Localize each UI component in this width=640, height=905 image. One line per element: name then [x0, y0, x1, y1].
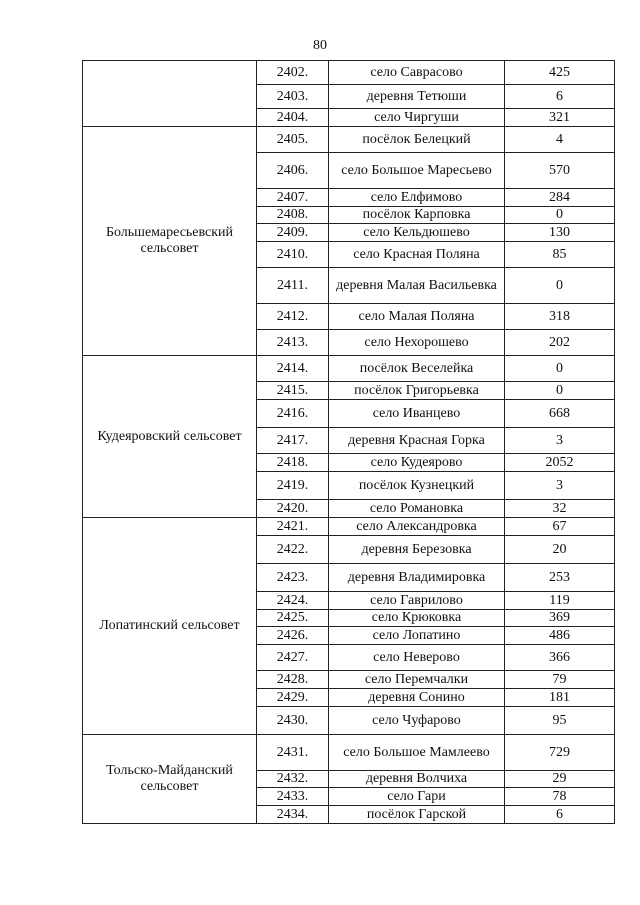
table-row: [83, 735, 615, 771]
settlement-name-cell: село Кудеярово: [329, 454, 505, 472]
row-number-cell: 2419.: [257, 472, 329, 500]
settlement-name-cell: посёлок Белецкий: [329, 127, 505, 153]
population-cell: 181: [505, 689, 615, 707]
population-cell: 3: [505, 428, 615, 454]
row-number-cell: 2403.: [257, 85, 329, 109]
settlement-name-cell: село Крюковка: [329, 610, 505, 627]
population-cell: 29: [505, 771, 615, 788]
population-cell: 0: [505, 382, 615, 400]
settlement-name-cell: село Романовка: [329, 500, 505, 518]
row-number-cell: 2420.: [257, 500, 329, 518]
population-cell: 366: [505, 645, 615, 671]
council-name-cell: Тольско-Майданский сельсовет: [83, 735, 257, 824]
row-number-cell: 2407.: [257, 189, 329, 207]
population-cell: 78: [505, 788, 615, 806]
row-number-cell: 2406.: [257, 153, 329, 189]
population-cell: 0: [505, 268, 615, 304]
row-number-cell: 2427.: [257, 645, 329, 671]
row-number-cell: 2422.: [257, 536, 329, 564]
settlement-name-cell: посёлок Гарской: [329, 806, 505, 824]
settlement-name-cell: село Кельдюшево: [329, 224, 505, 242]
council-name-cell: Большемаресьевский сельсовет: [83, 127, 257, 356]
population-cell: 32: [505, 500, 615, 518]
council-name-cell: Кудеяровский сельсовет: [83, 356, 257, 518]
settlement-name-cell: село Александровка: [329, 518, 505, 536]
row-number-cell: 2429.: [257, 689, 329, 707]
row-number-cell: 2431.: [257, 735, 329, 771]
row-number-cell: 2430.: [257, 707, 329, 735]
population-cell: 321: [505, 109, 615, 127]
settlement-name-cell: село Большое Мамлеево: [329, 735, 505, 771]
table-row: [83, 61, 615, 85]
settlement-name-cell: село Чуфарово: [329, 707, 505, 735]
settlement-name-cell: деревня Владимировка: [329, 564, 505, 592]
settlement-name-cell: деревня Тетюши: [329, 85, 505, 109]
council-name-cell: Лопатинский сельсовет: [83, 518, 257, 735]
population-cell: 425: [505, 61, 615, 85]
settlement-name-cell: село Большое Маресьево: [329, 153, 505, 189]
population-cell: 369: [505, 610, 615, 627]
population-cell: 130: [505, 224, 615, 242]
population-cell: 668: [505, 400, 615, 428]
row-number-cell: 2418.: [257, 454, 329, 472]
row-number-cell: 2408.: [257, 207, 329, 224]
population-cell: 95: [505, 707, 615, 735]
settlements-table: [82, 60, 615, 824]
population-cell: 570: [505, 153, 615, 189]
table-row: [83, 356, 615, 382]
settlement-name-cell: деревня Сонино: [329, 689, 505, 707]
population-cell: 284: [505, 189, 615, 207]
settlement-name-cell: село Неверово: [329, 645, 505, 671]
row-number-cell: 2426.: [257, 627, 329, 645]
population-cell: 0: [505, 207, 615, 224]
row-number-cell: 2410.: [257, 242, 329, 268]
row-number-cell: 2432.: [257, 771, 329, 788]
population-cell: 6: [505, 85, 615, 109]
population-cell: 20: [505, 536, 615, 564]
row-number-cell: 2421.: [257, 518, 329, 536]
population-cell: 3: [505, 472, 615, 500]
settlement-name-cell: село Перемчалки: [329, 671, 505, 689]
row-number-cell: 2424.: [257, 592, 329, 610]
settlement-name-cell: деревня Волчиха: [329, 771, 505, 788]
row-number-cell: 2404.: [257, 109, 329, 127]
population-cell: 0: [505, 356, 615, 382]
row-number-cell: 2434.: [257, 806, 329, 824]
settlement-name-cell: деревня Красная Горка: [329, 428, 505, 454]
population-cell: 119: [505, 592, 615, 610]
settlement-name-cell: село Лопатино: [329, 627, 505, 645]
settlement-name-cell: село Чиргуши: [329, 109, 505, 127]
population-cell: 729: [505, 735, 615, 771]
table-row: [83, 127, 615, 153]
row-number-cell: 2413.: [257, 330, 329, 356]
row-number-cell: 2405.: [257, 127, 329, 153]
table-row: [83, 518, 615, 536]
settlement-name-cell: деревня Березовка: [329, 536, 505, 564]
population-cell: 79: [505, 671, 615, 689]
population-cell: 4: [505, 127, 615, 153]
row-number-cell: 2433.: [257, 788, 329, 806]
council-name-cell: [83, 61, 257, 127]
settlement-name-cell: село Гаврилово: [329, 592, 505, 610]
population-cell: 202: [505, 330, 615, 356]
settlement-name-cell: село Иванцево: [329, 400, 505, 428]
row-number-cell: 2402.: [257, 61, 329, 85]
settlement-name-cell: посёлок Кузнецкий: [329, 472, 505, 500]
settlement-name-cell: посёлок Веселейка: [329, 356, 505, 382]
settlement-name-cell: село Гари: [329, 788, 505, 806]
population-cell: 2052: [505, 454, 615, 472]
settlement-name-cell: село Красная Поляна: [329, 242, 505, 268]
row-number-cell: 2412.: [257, 304, 329, 330]
row-number-cell: 2414.: [257, 356, 329, 382]
row-number-cell: 2411.: [257, 268, 329, 304]
settlement-name-cell: село Нехорошево: [329, 330, 505, 356]
row-number-cell: 2417.: [257, 428, 329, 454]
settlement-name-cell: село Саврасово: [329, 61, 505, 85]
row-number-cell: 2423.: [257, 564, 329, 592]
settlement-name-cell: посёлок Григорьевка: [329, 382, 505, 400]
population-cell: 6: [505, 806, 615, 824]
settlement-name-cell: село Малая Поляна: [329, 304, 505, 330]
settlement-name-cell: посёлок Карповка: [329, 207, 505, 224]
row-number-cell: 2425.: [257, 610, 329, 627]
page-number: 80: [313, 38, 327, 53]
population-cell: 253: [505, 564, 615, 592]
settlement-name-cell: деревня Малая Васильевка: [329, 268, 505, 304]
population-cell: 67: [505, 518, 615, 536]
row-number-cell: 2428.: [257, 671, 329, 689]
population-cell: 318: [505, 304, 615, 330]
row-number-cell: 2409.: [257, 224, 329, 242]
population-cell: 486: [505, 627, 615, 645]
population-cell: 85: [505, 242, 615, 268]
row-number-cell: 2416.: [257, 400, 329, 428]
row-number-cell: 2415.: [257, 382, 329, 400]
settlement-name-cell: село Елфимово: [329, 189, 505, 207]
